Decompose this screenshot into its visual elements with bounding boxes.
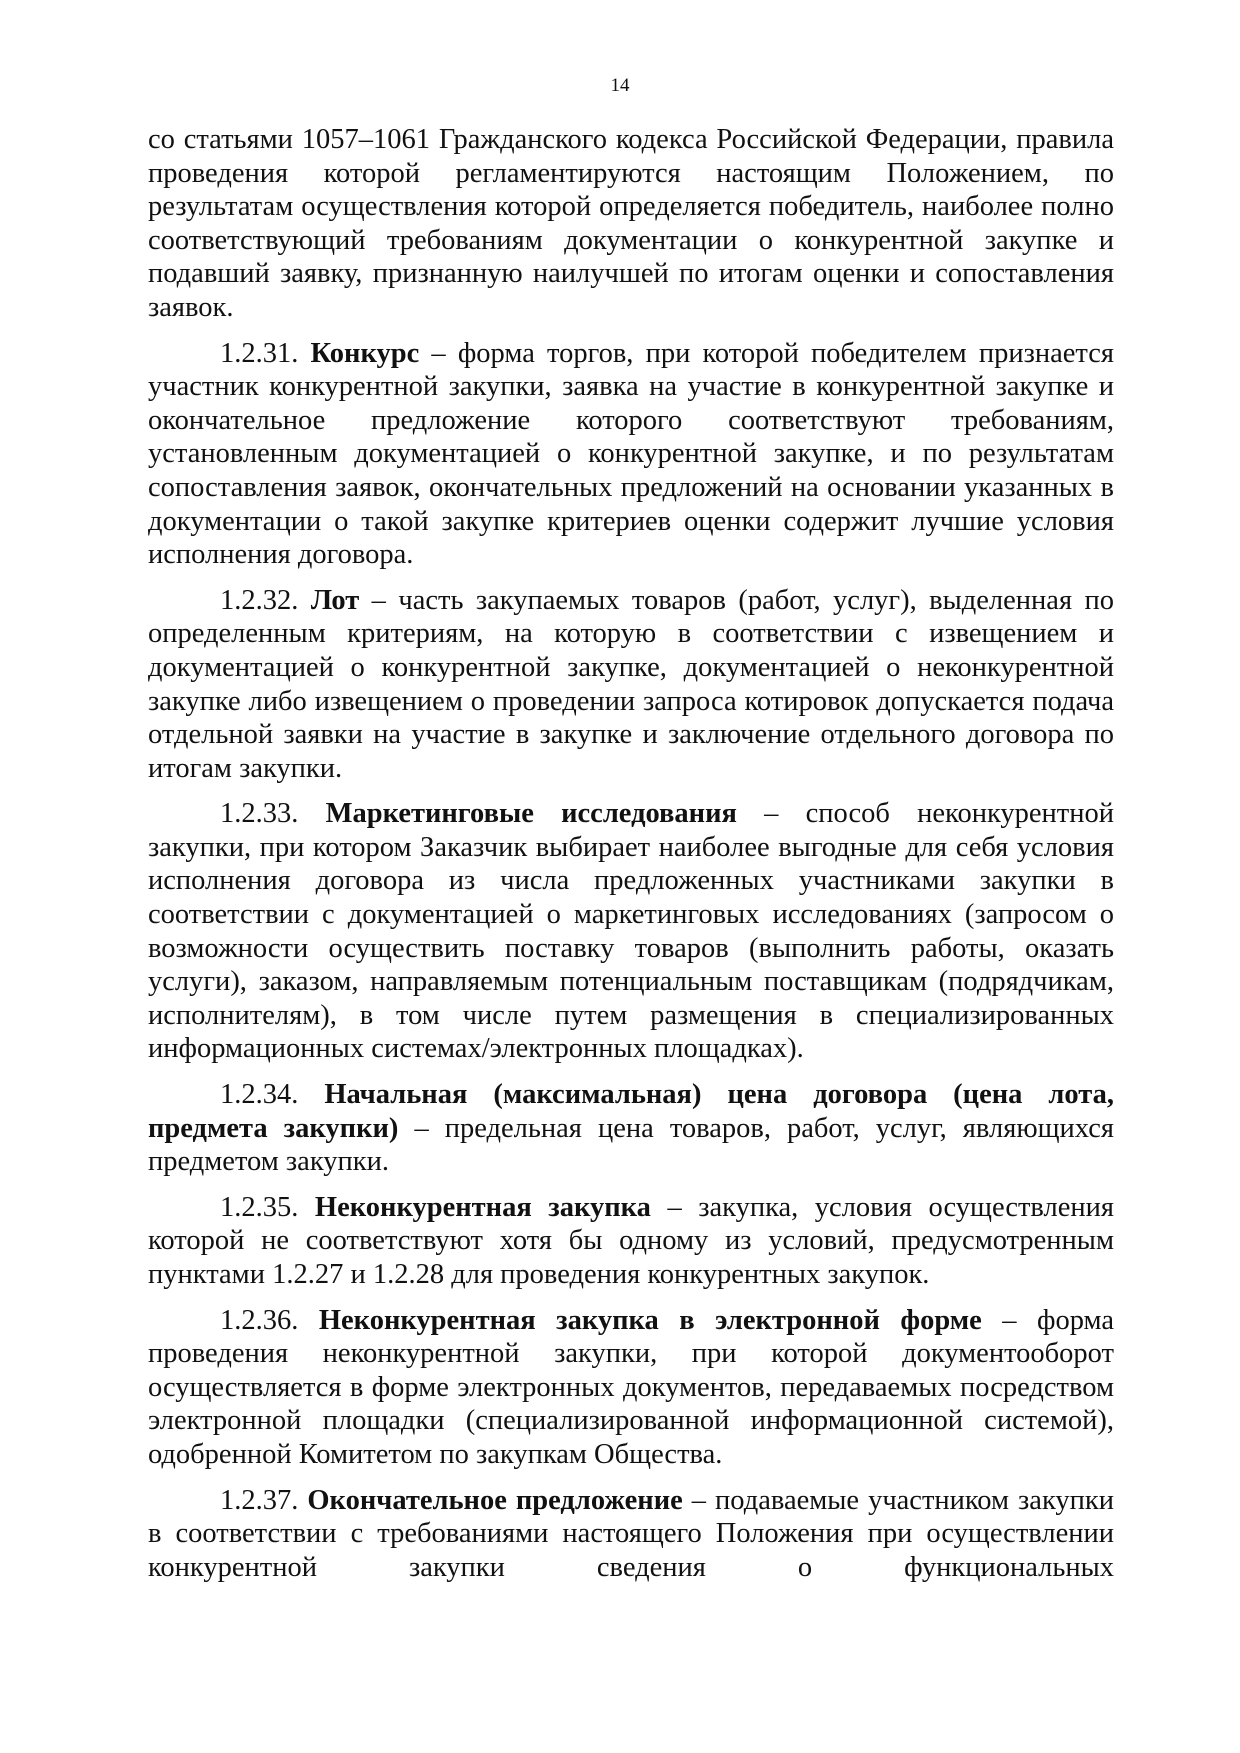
- paragraph-1-2-36: [148, 1304, 1114, 1472]
- definition-text: – форма проведения неконкурентной закупки, при которой документооборот осуществляется в форме электронных документов, передаваемых посредством электронной площадки (специализированной информационной системой), одобренной Комитетом по закупкам Общества.: [148, 1304, 1115, 1470]
- defined-term: Начальная (максимальная) цена договора (цена лота, предмета закупки): [148, 1079, 1114, 1144]
- clause-number: 1.2.33.: [220, 798, 299, 830]
- defined-term: Неконкурентная закупка в электронной форме: [318, 1304, 982, 1336]
- clause-number: 1.2.34.: [220, 1079, 299, 1111]
- clause-number: 1.2.36.: [220, 1304, 299, 1336]
- document-body: [148, 123, 1114, 1596]
- defined-term: Неконкурентная закупка: [314, 1191, 651, 1223]
- paragraph-1-2-35: [148, 1191, 1114, 1292]
- paragraph-1-2-37: [148, 1484, 1114, 1585]
- definition-text: – закупка, условия осуществления которой не соответствуют хотя бы одному из условий, предусмотренным пунктами 1.2.27 и 1.2.28 для проведения конкурентных закупок.: [148, 1191, 1114, 1290]
- paragraph-1-2-32: [148, 584, 1114, 786]
- defined-term: Конкурс: [310, 337, 420, 369]
- paragraph-text: со статьями 1057–1061 Гражданского кодекса Российской Федерации, правила проведения которой регламентируются настоящим Положением, по результатам осуществления которой определяется победитель, наиболее полно соответствующий требованиям документации о конкурентной закупке и подавший заявку, признанную наилучшей по итогам оценки и сопоставления заявок.: [148, 124, 1114, 323]
- paragraph-continuation: [148, 123, 1114, 325]
- clause-number: 1.2.35.: [220, 1191, 299, 1223]
- paragraph-1-2-31: [148, 337, 1114, 572]
- clause-number: 1.2.32.: [220, 584, 299, 616]
- page-number: 14: [610, 75, 630, 96]
- defined-term: Маркетинговые исследования: [325, 798, 737, 830]
- definition-text: – способ неконкурентной закупки, при котором Заказчик выбирает наиболее выгодные для себя условия исполнения договора из числа предложенных участниками закупки в соответствии с документацией о маркетинговых исследованиях (запросом о возможности осуществить поставку товаров (выполнить работы, оказать услуги), заказом, направляемым потенциальным поставщикам (подрядчикам, исполнителям), в том числе путем размещения в специализированных информационных системах/электронных площадках).: [148, 798, 1114, 1065]
- definition-text: – форма торгов, при которой победителем признается участник конкурентной закупки, заявка на участие в конкурентной закупке и окончательное предложение которого соответствуют требованиям, установленным документацией о конкурентной закупке, и по результатам сопоставления заявок, окончательных предложений на основании указанных в документации о такой закупке критериев оценки содержит лучшие условия исполнения договора.: [148, 337, 1114, 571]
- definition-text: – часть закупаемых товаров (работ, услуг), выделенная по определенным критериям, на которую в соответствии с извещением и документацией о конкурентной закупке, документацией о неконкурентной закупке либо извещением о проведении запроса котировок допускается подача отдельной заявки на участие в закупке и заключение отдельного договора по итогам закупки.: [148, 584, 1114, 784]
- definition-text: – предельная цена товаров, работ, услуг, являющихся предметом закупки.: [148, 1112, 1114, 1178]
- defined-term: Лот: [310, 584, 360, 616]
- definition-text: – подаваемые участником закупки в соответствии с требованиями настоящего Положения при осуществлении конкурентной закупки сведения о функциональных: [148, 1484, 1114, 1583]
- paragraph-1-2-33: [148, 797, 1114, 1066]
- defined-term: Окончательное предложение: [307, 1484, 683, 1516]
- clause-number: 1.2.37.: [220, 1484, 299, 1516]
- paragraph-1-2-34: [148, 1078, 1114, 1179]
- clause-number: 1.2.31.: [220, 337, 299, 369]
